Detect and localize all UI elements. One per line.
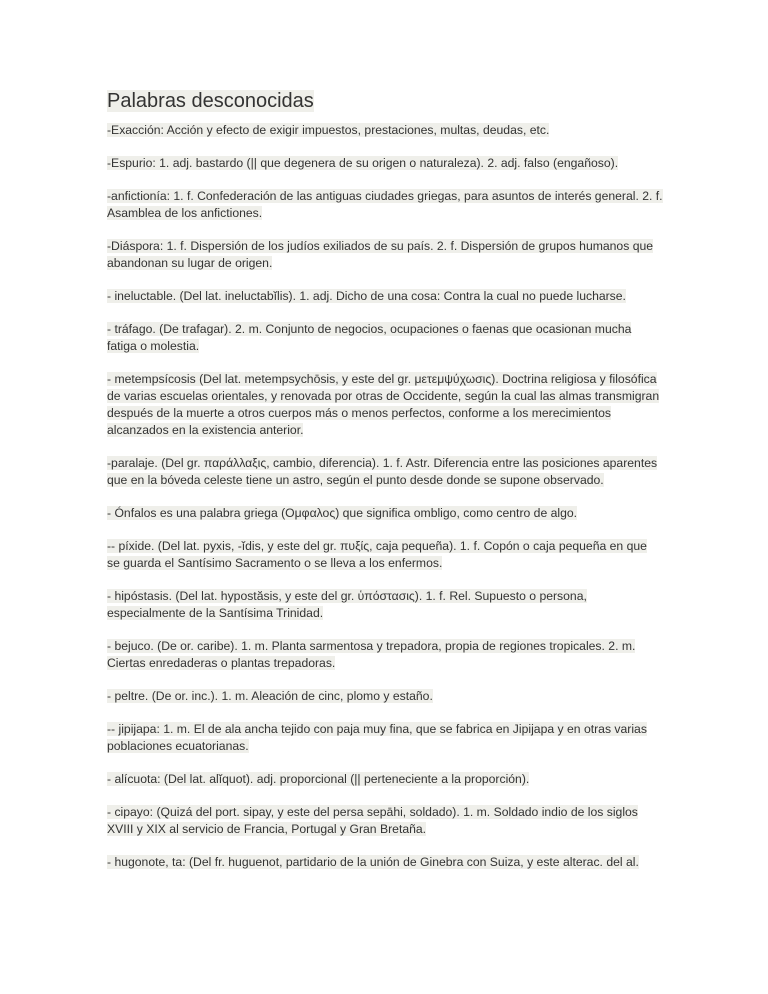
entry-text: - metempsícosis (Del lat. metempsychōsis, y este del gr. μετεμψύχωσις). Doctrina religiosa y filosófica de varias escuelas orientales, y renovada por otras de Occidente, según la cual las almas transmigran después de la muerte a otros cuerpos más o menos perfectos, conforme a los merecimientos alcanzados en la existencia anterior.	[107, 372, 660, 437]
entry-exaccion	[107, 122, 663, 139]
entry-hugonote	[107, 854, 663, 871]
entry-list	[107, 122, 663, 871]
entry-anfictionia	[107, 188, 663, 222]
entry-ineluctable	[107, 288, 663, 305]
entry-text: - cipayo: (Quizá del port. sipay, y este del persa sepāhi, soldado). 1. m. Soldado indio de los siglos XVIII y XIX al servicio de Francia, Portugal y Gran Bretaña.	[107, 805, 638, 836]
entry-text: - tráfago. (De trafagar). 2. m. Conjunto de negocios, ocupaciones o faenas que ocasionan mucha fatiga o molestia.	[107, 322, 632, 353]
entry-text: - Ónfalos es una palabra griega (Ομφαλος) que significa ombligo, como centro de algo.	[107, 506, 578, 520]
entry-text: -Espurio: 1. adj. bastardo (|| que degenera de su origen o naturaleza). 2. adj. falso (engañoso).	[107, 156, 619, 170]
entry-text: -anfictionía: 1. f. Confederación de las antiguas ciudades griegas, para asuntos de interés general. 2. f. Asamblea de los anfictiones.	[107, 189, 663, 220]
entry-text: - hipóstasis. (Del lat. hypostăsis, y este del gr. ὑπόστασις). 1. f. Rel. Supuesto o persona, especialmente de la Santísima Trinidad.	[107, 589, 587, 620]
entry-text: - alícuota: (Del lat. alĭquot). adj. proporcional (|| perteneciente a la proporción).	[107, 772, 530, 786]
entry-espurio	[107, 155, 663, 172]
entry-onfalos	[107, 505, 663, 522]
document-content	[107, 88, 663, 887]
entry-jipijapa	[107, 721, 663, 755]
entry-metempsicosis	[107, 371, 663, 439]
entry-text: - ineluctable. (Del lat. ineluctabĭlis). 1. adj. Dicho de una cosa: Contra la cual no puede lucharse.	[107, 289, 626, 303]
document-title	[107, 88, 663, 114]
entry-text: -- jipijapa: 1. m. El de ala ancha tejido con paja muy fina, que se fabrica en Jipijapa y en otras varias poblaciones ecuatorianas.	[107, 722, 647, 753]
entry-paralaje	[107, 455, 663, 489]
entry-pixide	[107, 538, 663, 572]
entry-hipostasis	[107, 588, 663, 622]
document-title-text: Palabras desconocidas	[107, 90, 314, 112]
entry-text: - hugonote, ta: (Del fr. huguenot, partidario de la unión de Ginebra con Suiza, y este alterac. del al.	[107, 855, 639, 869]
entry-trafago	[107, 321, 663, 355]
entry-peltre	[107, 688, 663, 705]
entry-text: -Exacción: Acción y efecto de exigir impuestos, prestaciones, multas, deudas, etc.	[107, 123, 550, 137]
entry-text: -paralaje. (Del gr. παράλλαξις, cambio, diferencia). 1. f. Astr. Diferencia entre las posiciones aparentes que en la bóveda celeste tiene un astro, según el punto desde donde se supone observado.	[107, 456, 658, 487]
entry-cipayo	[107, 804, 663, 838]
entry-text: -Diáspora: 1. f. Dispersión de los judíos exiliados de su país. 2. f. Dispersión de grupos humanos que abandonan su lugar de origen.	[107, 239, 654, 270]
entry-text: -- píxide. (Del lat. pyxis, -ĭdis, y este del gr. πυξίς, caja pequeña). 1. f. Copón o caja pequeña en que se guarda el Santísimo Sacramento o se lleva a los enfermos.	[107, 539, 647, 570]
entry-text: - bejuco. (De or. caribe). 1. m. Planta sarmentosa y trepadora, propia de regiones tropicales. 2. m. Ciertas enredaderas o plantas trepadoras.	[107, 639, 636, 670]
entry-diaspora	[107, 238, 663, 272]
entry-bejuco	[107, 638, 663, 672]
entry-text: - peltre. (De or. inc.). 1. m. Aleación de cinc, plomo y estaño.	[107, 689, 433, 703]
entry-alicuota	[107, 771, 663, 788]
